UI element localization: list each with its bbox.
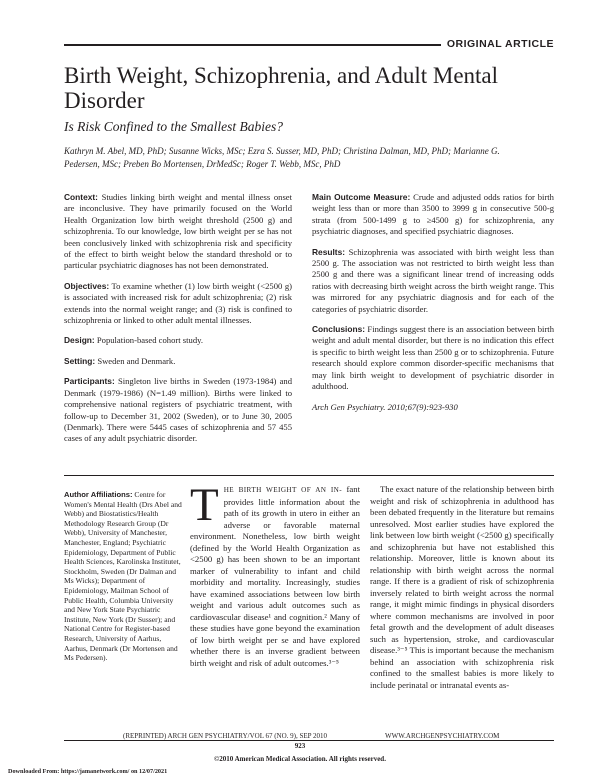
lead-in-caps: HE BIRTH WEIGHT OF AN IN- [223,486,343,494]
copyright-notice: ©2010 American Medical Association. All rights reserved. [214,755,386,763]
footer-journal-info: (REPRINTED) ARCH GEN PSYCHIATRY/VOL 67 (NO. 9), SEP 2010 [120,732,330,740]
abstract-heading: Conclusions: [312,324,366,335]
article-title: Birth Weight, Schizophrenia, and Adult Mental Disorder [64,63,499,113]
body-text: fant provides little information about the path of its growth in utero in either an adverse or favorable maternal environment. Nonetheless, low birth weight (defined by the World Health Organization as <2500 g) has been shown to be an important marker of vulnerability to infant and child morbidity and mortality. Increasingly, studies have examined associations between low birth weight and various adult outcomes such as cardiovascular disease¹ and cognition.² Many of these studies have gone beyond the examination of low birth weight per se and have explored whether there is an inverse gradient between birth weight and risk of adult outcomes.³⁻⁵ [190,484,360,668]
abstract-objectives [64,281,292,327]
abstract-main-outcome [312,192,554,238]
author-affiliations [64,490,184,663]
body-column-middle [190,479,360,669]
abstract-text: Singleton live births in Sweden (1973-1984) and Denmark (1979-1986) (N=1.49 million). Births were linked to comprehensive national registers of psychiatric treatment, with follow-up to December 31, 2002 (Sweden), or to June 30, 2005 (Denmark). There were 5445 cases of schizophrenia and 57 455 cases of any adult psychiatric disorder. [64,376,292,444]
download-stamp: Downloaded From: https://jamanetwork.com/ on 12/07/2021 [8,768,168,775]
article-subtitle: Is Risk Confined to the Smallest Babies? [64,119,283,134]
page-number: 923 [294,742,306,750]
body-paragraph [190,479,360,669]
abstract-heading: Setting: [64,355,96,366]
abstract-heading: Results: [312,246,346,257]
abstract-context [64,192,292,272]
abstract-setting [64,356,292,367]
author-list: Kathryn M. Abel, MD, PhD; Susanne Wicks, MSc; Ezra S. Susser, MD, PhD; Christina Dalman, MD, PhD; Marianne G. Pedersen, MSc; Preben Bo Mortensen, DrMedSc; Roger T. Webb, MSc, PhD [64,146,500,169]
abstract-participants [64,376,292,444]
body-column-right [370,484,554,691]
abstract-text: Crude and adjusted odds ratios for birth weight less than or more than 3500 to 3999 g in consecutive 500-g strata (from 500-1499 g to ≥4500 g) for schizophrenia, any psychiatric diagnoses, and specified psychiatric diagnoses. [312,192,554,237]
footer-rule [64,740,554,741]
affiliations-text: Centre for Women's Mental Health (Drs Abel and Webb) and Biostatistics/Health Methodology Research Group (Dr Webb), University of Manchester, Manchester, England; Psychiatric Epidemiology, Department of Public Health Sciences, Karolinska Institutet, Stockholm, Sweden (Dr Dalman and Ms Wicks); Department of Epidemiology, Mailman School of Public Health, Columbia University and New York State Psychiatric Institute, New York (Dr Susser); and National Centre for Register-based Research, University of Aarhus, Aarhus, Denmark (Dr Mortensen and Ms Pedersen). [64,490,182,663]
affiliations-heading: Author Affiliations: [64,490,133,499]
abstract-text: Findings suggest there is an association between birth weight and adult mental disorder, but there is no indication this effect is specific to birth weight less than 2500 g or to schizophrenia. Future research should explore common disorder-specific mechanisms that may link birth weight to development of psychiatric disorder in adulthood. [312,324,554,392]
abstract-heading: Design: [64,335,95,346]
section-label: ORIGINAL ARTICLE [441,36,560,52]
abstract-results [312,247,554,315]
abstract-left-column [64,192,292,454]
abstract-text: Schizophrenia was associated with birth weight less than 2500 g. The association was not restricted to birth weight less than 2500 g and there was a significant linear trend of increasing odds ratios with decreasing birth weight across the birth weight range. This was mirrored for any psychiatric diagnosis and for each of the categories of psychiatric disorder. [312,246,554,314]
abstract-divider [64,475,554,476]
abstract-right-column [312,192,554,422]
abstract-text: Population-based cohort study. [94,335,204,346]
abstract-conclusions [312,324,554,392]
abstract-text: Studies linking birth weight and mental illness onset are inconclusive. They have primarily focused on the World Health Organization low birth weight threshold (2500 g) and schizophrenia. To our knowledge, low birth weight per se has not been conclusively linked with schizophrenia risk and specificity of the effect to birth weight below the standard threshold or to particular psychiatric diagnoses has not been demonstrated. [64,192,292,271]
abstract-text: Sweden and Denmark. [95,355,176,366]
drop-cap: T [190,479,219,531]
abstract-heading: Objectives: [64,280,110,291]
abstract-citation: Arch Gen Psychiatry. 2010;67(9):923-930 [312,401,458,412]
abstract-heading: Main Outcome Measure: [312,192,411,202]
abstract-text: To examine whether (1) low birth weight (<2500 g) is associated with increased risk for adult schizophrenia; (2) risk extends into the normal weight range; and (3) risk is confined to schizophrenia or linked to other adult mental illnesses. [64,280,292,326]
abstract-heading: Participants: [64,376,115,387]
body-paragraph: The exact nature of the relationship between birth weight and risk of schizophrenia in adulthood has been debated frequently in the literature but remains unresolved. Most earlier studies have explored the link between low birth weight (<2500 g) specifically and schizophrenia but have not established this relationship. Moreover, little is known about its relationship with birth weight across the normal range. If there is a gradient of risk of schizophrenia inversely related to birth weight across the normal range, it might mimic findings in physical disorders where common mechanisms are involved in poor fetal growth and the development of adult diseases such as hypertension, stroke, and cardiovascular disease.³⁻⁵ This is important because the mechanism behind an association with schizophrenia risk confined to the smallest babies is more likely to include perinatal or intranatal events as- [370,484,554,690]
footer-website: WWW.ARCHGENPSYCHIATRY.COM [382,732,502,740]
abstract-heading: Context: [64,192,98,202]
abstract-design [64,335,292,346]
